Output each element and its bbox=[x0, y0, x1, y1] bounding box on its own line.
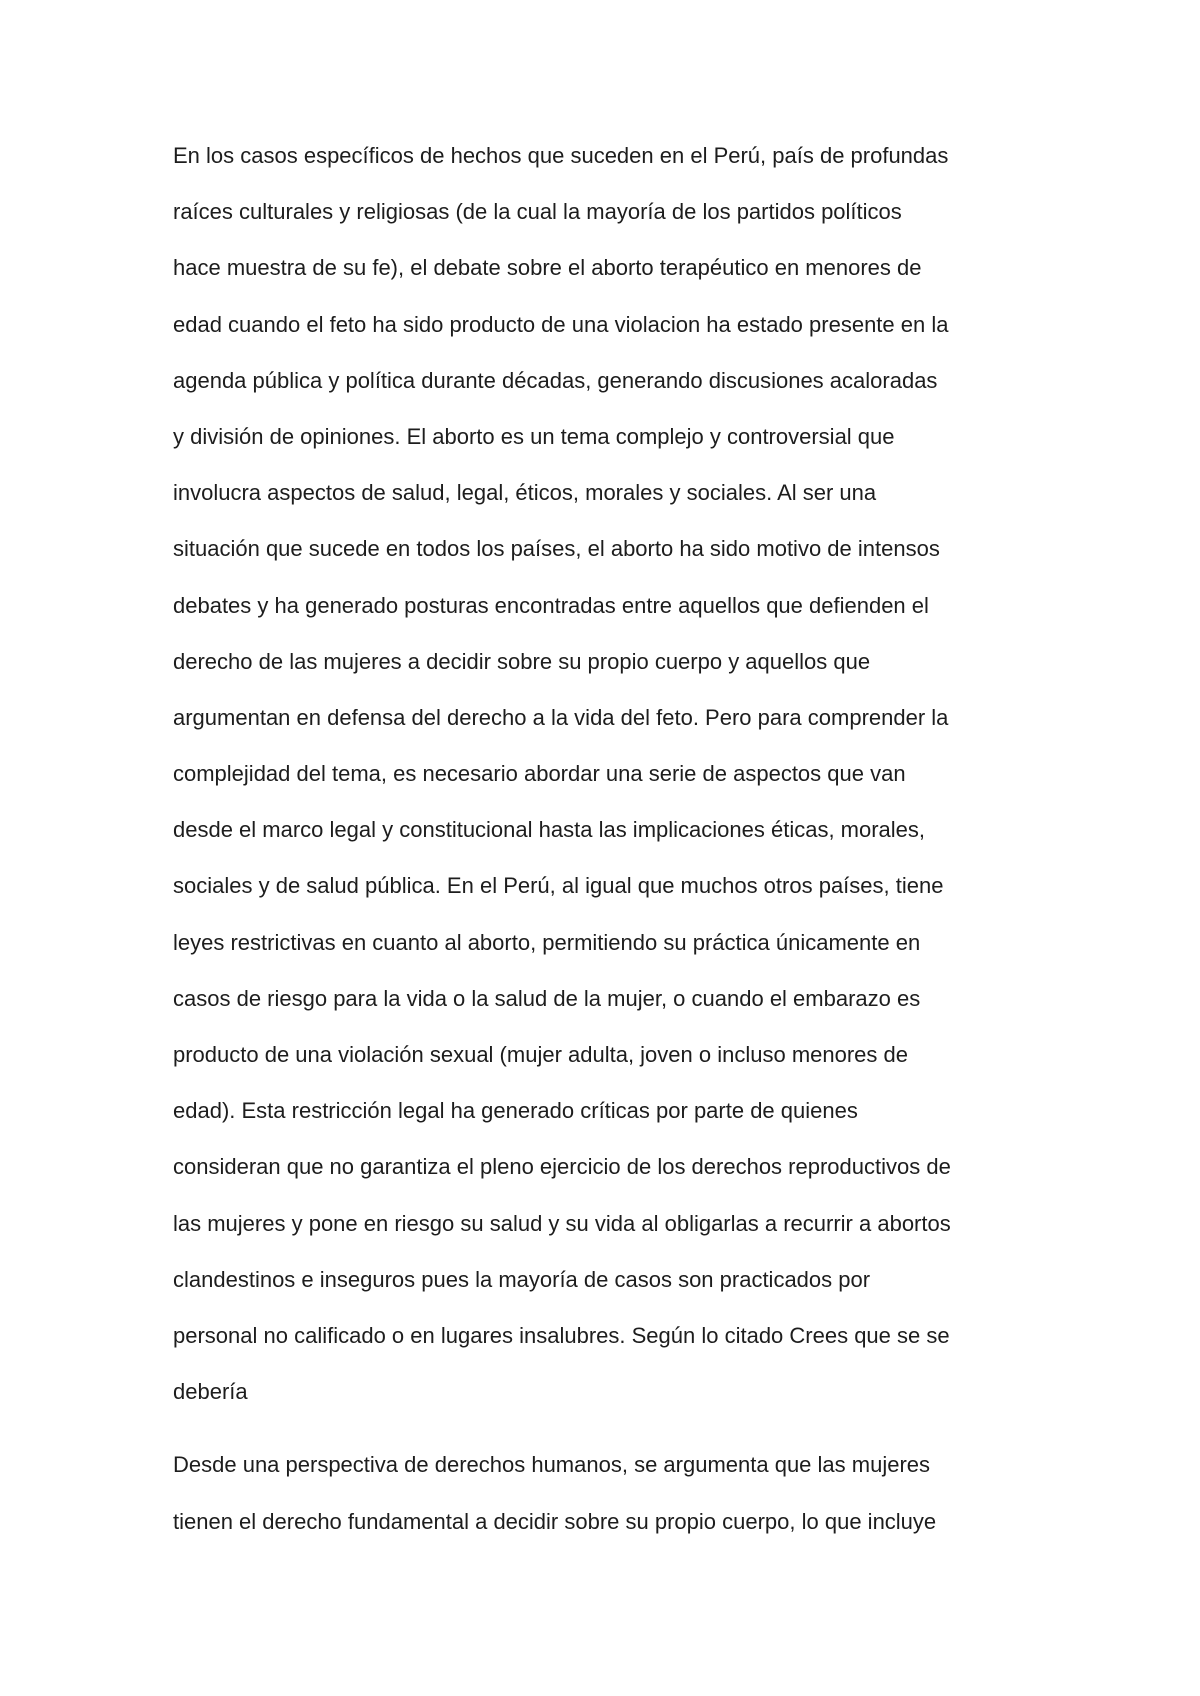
text-line: hace muestra de su fe), el debate sobre el aborto terapéutico en menores de bbox=[173, 255, 922, 281]
text-line: las mujeres y pone en riesgo su salud y su vida al obligarlas a recurrir a abortos bbox=[173, 1210, 951, 1236]
paragraph-1 bbox=[173, 141, 1043, 1433]
text-line: debates y ha generado posturas encontradas entre aquellos que defienden el bbox=[173, 592, 929, 618]
text-line: y división de opiniones. El aborto es un tema complejo y controversial que bbox=[173, 423, 895, 449]
text-line: derecho de las mujeres a decidir sobre su propio cuerpo y aquellos que bbox=[173, 648, 871, 674]
text-line: En los casos específicos de hechos que suceden en el Perú, país de profundas bbox=[173, 143, 949, 168]
text-line: edad). Esta restricción legal ha generado críticas por parte de quienes bbox=[173, 1098, 858, 1124]
text-line: argumentan en defensa del derecho a la vida del feto. Pero para comprender la bbox=[173, 704, 949, 730]
text-line: consideran que no garantiza el pleno ejercicio de los derechos reproductivos de bbox=[173, 1154, 951, 1180]
text-line: situación que sucede en todos los países, el aborto ha sido motivo de intensos bbox=[173, 536, 940, 562]
text-line: tienen el derecho fundamental a decidir sobre su propio cuerpo, lo que incluye bbox=[173, 1508, 937, 1534]
text-line: involucra aspectos de salud, legal, éticos, morales y sociales. Al ser una bbox=[173, 480, 877, 506]
text-line: desde el marco legal y constitucional hasta las implicaciones éticas, morales, bbox=[173, 817, 926, 843]
text-line: clandestinos e inseguros pues la mayoría de casos son practicados por bbox=[173, 1266, 871, 1292]
text-line: leyes restrictivas en cuanto al aborto, permitiendo su práctica únicamente en bbox=[173, 929, 921, 955]
text-line: sociales y de salud pública. En el Perú, al igual que muchos otros países, tiene bbox=[173, 873, 944, 899]
text-line: complejidad del tema, es necesario abordar una serie de aspectos que van bbox=[173, 761, 906, 787]
text-line: agenda pública y política durante décadas, generando discusiones acaloradas bbox=[173, 367, 938, 393]
document-body bbox=[173, 141, 1043, 1563]
text-line: edad cuando el feto ha sido producto de una violacion ha estado presente en la bbox=[173, 311, 949, 337]
text-line: personal no calificado o en lugares insalubres. Según lo citado Crees que se se bbox=[173, 1322, 950, 1348]
text-line: Desde una perspectiva de derechos humanos, se argumenta que las mujeres bbox=[173, 1452, 931, 1478]
text-line: debería bbox=[173, 1379, 248, 1405]
paragraph-2 bbox=[173, 1450, 1043, 1562]
text-line: casos de riesgo para la vida o la salud de la mujer, o cuando el embarazo es bbox=[173, 985, 921, 1011]
text-line: producto de una violación sexual (mujer adulta, joven o incluso menores de bbox=[173, 1042, 908, 1067]
text-line: raíces culturales y religiosas (de la cual la mayoría de los partidos políticos bbox=[173, 199, 902, 225]
